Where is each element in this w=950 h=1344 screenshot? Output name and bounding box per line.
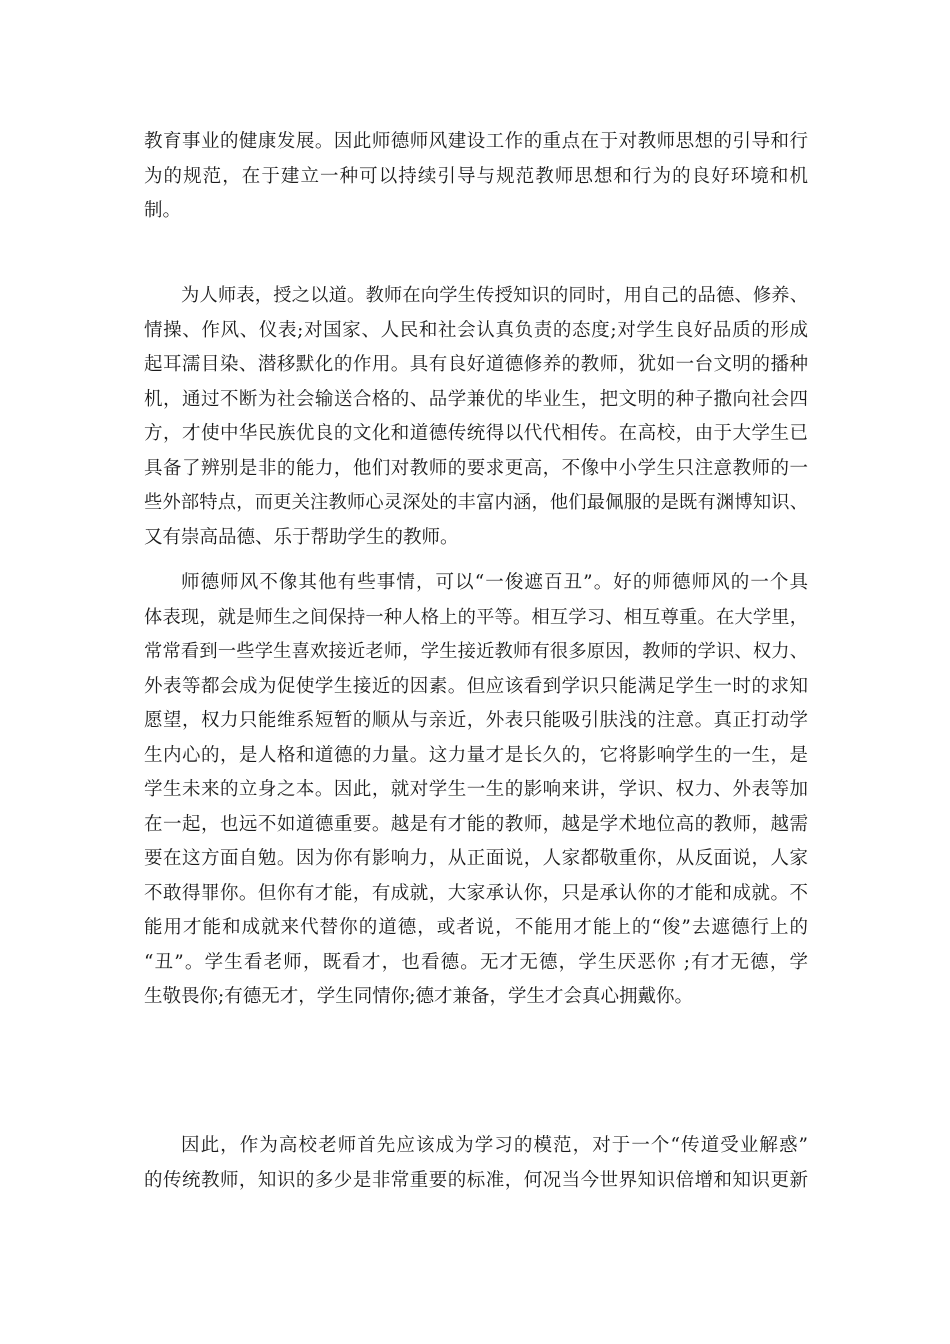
paragraph-4: [144, 1129, 808, 1198]
text-line: 为人师表，授之以道。教师在向学生传授知识的同时，用自己的品德、修养、: [181, 285, 808, 306]
text-line: 要在这方面自勉。因为你有影响力，从正面说，人家都敬重你，从反面说，人家: [144, 848, 808, 869]
text-line: 又有崇高品德、乐于帮助学生的教师。: [144, 526, 459, 548]
text-line: 不敢得罪你。但你有才能，有成就，大家承认你，只是承认你的才能和成就。不: [144, 882, 808, 904]
text-line: “丑”。学生看老师，既看才，也看德。无才无德，学生厌恶你 ;有才无德，学: [144, 951, 808, 973]
text-line: 师德师风不像其他有些事情，可以“一俊遮百丑”。好的师德师风的一个具: [181, 572, 808, 593]
text-line: 方，才使中华民族优良的文化和道德传统得以代代相传。在高校，由于大学生已: [144, 423, 808, 444]
text-line: 因此，作为高校老师首先应该成为学习的模范，对于一个“传道受业解惑”: [181, 1135, 808, 1156]
text-line: 为的规范，在于建立一种可以持续引导与规范教师思想和行为的良好环境和机: [144, 165, 808, 187]
text-line: 愿望，权力只能维系短暂的顺从与亲近，外表只能吸引肤浅的注意。真正打动学: [144, 710, 808, 731]
text-line: 情操、作风、仪表;对国家、人民和社会认真负责的态度;对学生良好品质的形成: [144, 319, 808, 341]
paragraph-2: [144, 279, 808, 555]
paragraph-3: [144, 566, 808, 1015]
text-line: 外表等都会成为促使学生接近的因素。但应该看到学识只能满足学生一时的求知: [144, 675, 808, 697]
text-line: 生敬畏你;有德无才，学生同情你;德才兼备，学生才会真心拥戴你。: [144, 986, 693, 1007]
text-line: 教育事业的健康发展。因此师德师风建设工作的重点在于对教师思想的引导和行: [144, 131, 808, 152]
text-line: 些外部特点，而更关注教师心灵深处的丰富内涵，他们最佩服的是既有渊博知识、: [144, 492, 808, 513]
text-line: 生内心的，是人格和道德的力量。这力量才是长久的，它将影响学生的一生，是: [144, 744, 808, 766]
text-line: 学生未来的立身之本。因此，就对学生一生的影响来讲，学识、权力、外表等加: [144, 779, 808, 800]
text-line: 的传统教师，知识的多少是非常重要的标准，何况当今世界知识倍增和知识更新: [144, 1169, 808, 1191]
text-line: 在一起，也远不如道德重要。越是有才能的教师，越是学术地位高的教师，越需: [144, 813, 808, 835]
paragraph-1: [144, 125, 808, 229]
text-line: 制。: [144, 200, 182, 221]
text-line: 常常看到一些学生喜欢接近老师，学生接近教师有很多原因，教师的学识、权力、: [144, 641, 808, 662]
text-line: 能用才能和成就来代替你的道德，或者说，不能用才能上的“俊”去遮德行上的: [144, 917, 808, 938]
text-line: 具备了辨别是非的能力，他们对教师的要求更高，不像中小学生只注意教师的一: [144, 457, 808, 479]
text-line: 体表现，就是师生之间保持一种人格上的平等。相互学习、相互尊重。在大学里，: [144, 606, 808, 628]
text-line: 机，通过不断为社会输送合格的、品学兼优的毕业生，把文明的种子撒向社会四: [144, 388, 808, 410]
text-line: 起耳濡目染、潜移默化的作用。具有良好道德修养的教师，犹如一台文明的播种: [144, 354, 808, 375]
